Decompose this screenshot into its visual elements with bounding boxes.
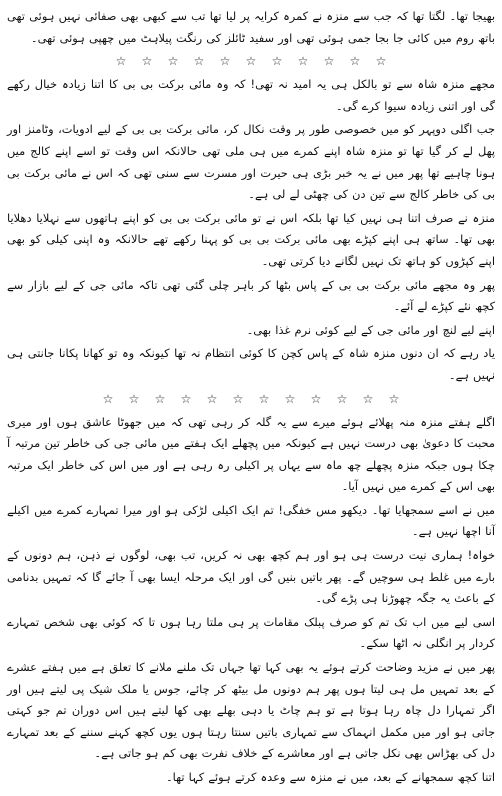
star-icon: ☆ — [297, 54, 309, 69]
paragraph: یاد رہے کہ ان دنوں منزہ شاہ کے پاس کچن کا کوئی انتظام نہ تھا کیونکہ وہ تو کھانا پکانا جانتی ہی نہیں ہے۔ — [7, 346, 495, 382]
star-icon: ☆ — [219, 54, 231, 69]
star-icon: ☆ — [245, 54, 257, 69]
star-icon: ☆ — [258, 391, 270, 406]
text-block-bottom — [7, 412, 495, 789]
star-icon: ☆ — [323, 54, 335, 69]
star-icon: ☆ — [102, 391, 114, 406]
star-separator — [7, 391, 495, 407]
star-icon: ☆ — [154, 391, 166, 406]
star-icon: ☆ — [115, 54, 127, 69]
paragraph: جب اگلی دوپہر کو میں خصوصی طور پر وقت نکال کر، مائی برکت بی بی کے لیے ادویات، وٹامنز اور پھل لے کر گیا تھا تو منزہ شاہ اپنے کمرے میں ہی ملی تھی حالانکہ اس وقت تو اسے اپنے کالج میں ہونا چاہیے تھا پھر میں نے یہ خبر بڑی ہی حیرت اور مسرت سے سنی تھی کہ اس نے مائی برکت بی بی کی خاطر کالج سے تین دن کی چھٹی لے لی ہے۔ — [7, 122, 495, 202]
star-icon: ☆ — [206, 391, 218, 406]
paragraph: پھر میں نے مزید وضاحت کرتے ہوئے یہ بھی کہا تھا جہاں تک ملنے ملانے کا تعلق ہے میں ہفتے عشرے کے بعد تمہیں مل ہی لیتا ہوں پھر ہم دونوں مل بیٹھ کر چائے، جوس یا ملک شیک پی لیتے ہیں اور اگر تمہارا دل چاہ رہا ہوتا ہے تو ہم چاٹ یا دہی بھلے بھی کھا لیتے ہیں اس دوران تم جو کہتی جاتی ہو اور میں مکمل انہماک سے تمہاری باتیں سنتا رہتا ہوں یوں کچھ کہنے سننے کے بعد تمہارے دل کی بھڑاس بھی نکل جاتی ہے اور معاشرے کے خلاف نفرت بھی کم ہو جاتی ہے۔ — [7, 660, 495, 761]
paragraph: اتنا کچھ سمجھانے کے بعد، میں نے منزہ سے وعدہ کرتے ہوئے کہا تھا۔ — [165, 770, 495, 784]
paragraph: بھیجا تھا۔ لگتا تھا کہ جب سے منزہ نے کمرہ کرایہ پر لیا تھا تب سے کبھی بھی صفائی نہیں ہوئی تھی باتھ روم میں کائی جا بجا جمی ہوئی تھی اور سفید ٹائلز کی رنگت پیلاہٹ میں چھپی ہوئی تھی۔ — [7, 9, 495, 45]
text-block-top — [7, 6, 495, 49]
paragraph: اگلے ہفتے منزہ منہ پھلائے ہوئے میرے سے یہ گلہ کر رہی تھی کہ میں جھوٹا عاشق ہوں اور میری محبت کا دعویٰ بھی درست نہیں ہے کیونکہ میں پچھلے ایک ہفتے میں مائی جی کی خاطر تین مرتبہ آ چکا ہوں جبکہ منزہ پچھلے چھ ماہ سے یہاں پر اکیلی رہ رہی ہے اور میں اس کی خاطر ایک مرتبہ بھی اس کے کمرے میں نہیں آیا۔ — [7, 414, 495, 494]
star-icon: ☆ — [336, 391, 348, 406]
star-icon: ☆ — [141, 54, 153, 69]
paragraph: اپنے لیے لنچ اور مائی جی کے لیے کوئی نرم غذا بھی۔ — [246, 322, 495, 337]
paragraph: اسی لیے میں اب تک تم کو صرف پبلک مقامات پر ہی ملتا رہا ہوں تا کہ کوئی بھی شخص تمہارے کردار پر انگلی نہ اٹھا سکے۔ — [7, 614, 495, 651]
star-icon: ☆ — [284, 391, 296, 406]
text-block-middle — [7, 74, 495, 386]
paragraph: مجھے منزہ شاہ سے تو بالکل ہی یہ امید نہ تھی! کہ وہ مائی برکت بی بی کا اتنا زیادہ خیال رکھے گی اور اتنی زیادہ سیوا کرے گی۔ — [7, 77, 495, 113]
paragraph: میں نے اسے سمجھایا تھا۔ دیکھو مس خفگی! تم ایک اکیلی لڑکی ہو اور میرا تمہارے کمرے میں اکیلے آنا اچھا نہیں ہے۔ — [7, 502, 495, 539]
star-icon: ☆ — [193, 54, 205, 69]
star-separator — [7, 53, 495, 69]
star-icon: ☆ — [388, 391, 400, 406]
paragraph: پھر وہ مجھے مائی برکت بی بی کے پاس بٹھا کر باہر چلی گئی تھی تاکہ مائی جی کے لیے بازار سے کچھ نئے کپڑے لے آئے۔ — [7, 277, 495, 314]
star-icon: ☆ — [180, 391, 192, 406]
star-icon: ☆ — [232, 391, 244, 406]
star-icon: ☆ — [375, 54, 387, 69]
star-icon: ☆ — [310, 391, 322, 406]
star-icon: ☆ — [362, 391, 374, 406]
star-icon: ☆ — [349, 54, 361, 69]
star-icon: ☆ — [128, 391, 140, 406]
star-icon: ☆ — [167, 54, 179, 69]
star-icon: ☆ — [271, 54, 283, 69]
paragraph: خواہ! ہماری نیت درست ہی ہو اور ہم کچھ بھی نہ کریں، تب بھی، لوگوں نے ذہن، ہم دونوں کے بارے میں غلط ہی سوچیں گے۔ پھر باتیں بنیں گی اور ایک مرحلہ ایسا بھی آ جائے گا کہ تمہیں بدنامی کے باعث یہ جگہ چھوڑنا ہی پڑے گی۔ — [7, 548, 495, 606]
paragraph: منزہ نے صرف اتنا ہی نہیں کیا تھا بلکہ اس نے تو مائی برکت بی بی کو اپنے ہاتھوں سے نہلایا دھلایا بھی تھا۔ ساتھ ہی اپنے کپڑے بھی مائی برکت بی بی کو پہنا رکھے تھے حالانکہ وہ اپنی کیلی کو بھی اپنے کپڑوں کو ہاتھ تک نہیں لگانے دیا کرتی تھی۔ — [7, 210, 495, 268]
